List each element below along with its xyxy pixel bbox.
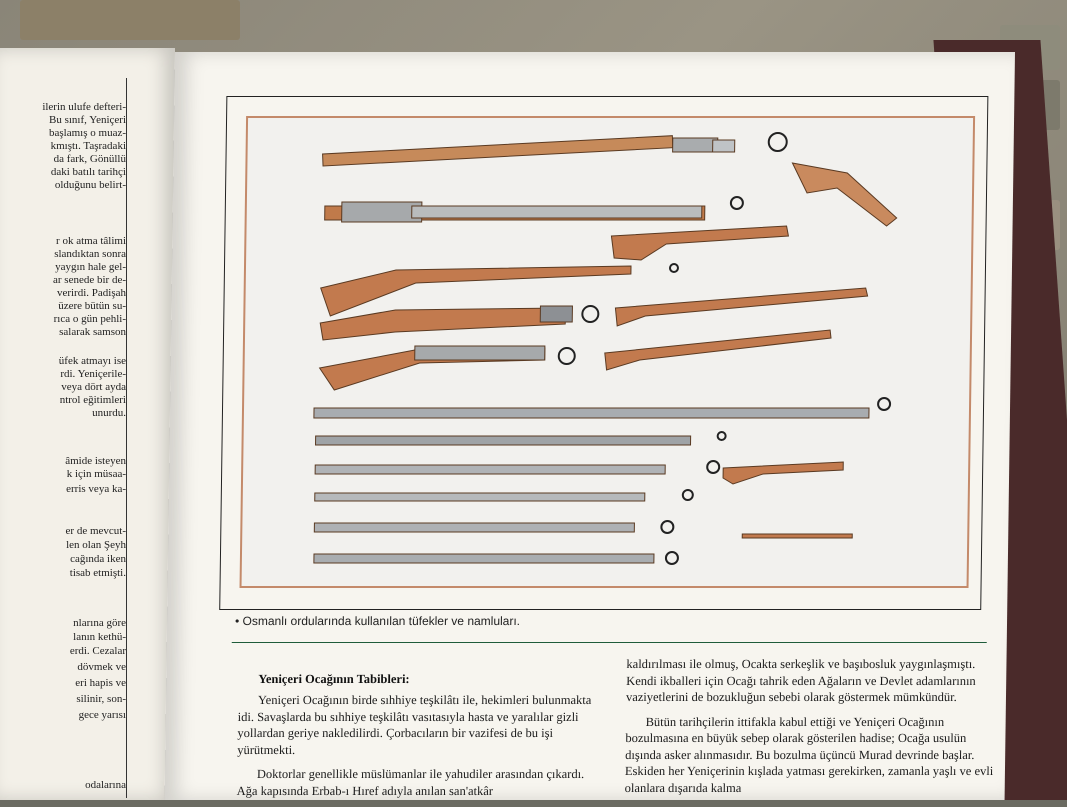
text-line: kmıştı. Taşradaki: [50, 140, 126, 152]
text-line: nlarına göre: [73, 617, 126, 629]
rifles-illustration: [242, 118, 974, 586]
section-title: Yeniçeri Ocağının Tabibleri:: [258, 672, 410, 686]
text-line: k için müsaa-: [66, 468, 126, 480]
text-line: cağında iken: [70, 553, 126, 565]
text-line: erdi. Cezalar: [69, 645, 126, 657]
left-page: [0, 48, 175, 800]
article-right-column: [624, 656, 996, 804]
rifle-illustration-plate: [240, 116, 976, 588]
text-line: gece yarısı: [78, 709, 126, 721]
text-line: rıca o gün pehli-: [53, 313, 126, 325]
text-line: da fark, Gönüllü: [53, 153, 126, 165]
text-line: başlamış o muaz-: [49, 127, 126, 139]
text-line: verirdi. Padişah: [56, 287, 126, 299]
paragraph: Yeniçeri Ocağının birde sıhhiye teşkilâtı ile, hekimleri bulunmakta idi. Savaşlarda bu sıhhiye teşkilâtı vasıtasıyla hasta ve yaralılar gizli yollardan geriye nakledilirdi. Çorbacıların bir vazifesi de bu işi yürütmekti.: [237, 693, 592, 757]
text-line: ar senede bir de-: [53, 274, 126, 286]
text-line: tisab etmişti.: [69, 567, 126, 579]
text-line: dövmek ve: [77, 661, 126, 673]
paragraph: Bütün tarihçilerin ittifakla kabul ettiği ve Yeniçeri Ocağının bozulmasına en büyük sebep olarak gösterilen hadise; Ocağa usulün dışında asker alınmasıdır. Bu bozulma üçüncü Murad devrinde başlar. Eskiden her Yeniçerinin kışlada yatması gerekirken, zamanla yaşlı ve evli olanlara dışarıda kalma: [624, 714, 994, 795]
text-line: odalarına: [85, 779, 126, 791]
text-line: rdi. Yeniçerile-: [60, 368, 126, 380]
text-line: olduğunu belirt-: [54, 179, 126, 191]
text-line: erris veya ka-: [66, 483, 126, 495]
paragraph: kaldırılması ile olmuş, Ocakta serkeşlik ve başıbosluk yaygınlaşmıştı. Kendi ikballeri için Ocağı tahrik eden Ağaların ve Devlet adamlarının vaziyetlerini de bozukluğun sebebi olarak göstermek mümkündür.: [625, 657, 976, 704]
illustration-caption: • Osmanlı ordularında kullanılan tüfekler ve namluları.: [234, 614, 521, 628]
text-line: slandıktan sonra: [54, 248, 126, 260]
caption-divider: [232, 642, 987, 643]
text-line: len olan Şeyh: [66, 539, 126, 551]
right-page: [165, 52, 1015, 800]
text-line: veya dört ayda: [61, 381, 126, 393]
miniature-figures: [20, 0, 240, 40]
text-line: er de mevcut-: [65, 525, 126, 537]
text-line: ntrol eğitimleri: [59, 394, 126, 406]
text-line: unurdu.: [92, 407, 126, 419]
text-line: ilerin ulufe defteri-: [42, 101, 126, 113]
text-line: yaygın hale gel-: [55, 261, 126, 273]
text-line: silinir, son-: [76, 693, 126, 705]
text-line: Bu sınıf, Yeniçeri: [49, 114, 126, 126]
text-line: daki batılı tarihçi: [50, 166, 126, 178]
text-line: eri hapis ve: [75, 677, 126, 689]
article-left-column: [236, 692, 608, 807]
text-line: lanın kethü-: [73, 631, 126, 643]
text-line: âmide isteyen: [65, 455, 126, 467]
text-line: üfek atmayı ise: [58, 355, 126, 367]
column-rule: [126, 78, 127, 798]
paragraph: Doktorlar genellikle müslümanlar ile yahudiler arasından çıkardı. Ağa kapısında Erbab-ı Hıref adıyla anılan san'atkâr: [236, 767, 585, 798]
text-line: salarak samson: [59, 326, 126, 338]
text-line: r ok atma tâlimi: [56, 235, 126, 247]
text-line: üzere bütün su-: [58, 300, 126, 312]
